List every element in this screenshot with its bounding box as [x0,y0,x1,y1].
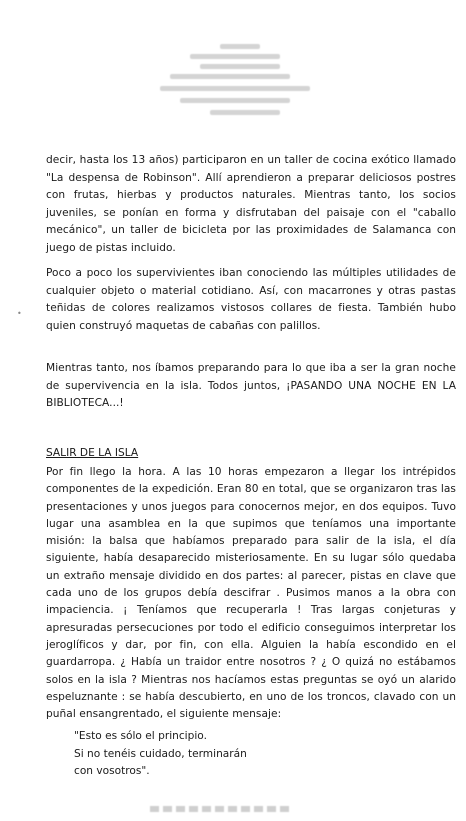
paragraph-leave-island: Por fin llego la hora. A las 10 horas empezaron a llegar los intrépidos componentes de la expedición. Eran 80 en total, que se organizaron tras las presentaciones y unos juegos para conocernos mejor, en dos equipos. Tuvo lugar una asamblea en la que supimos que teníamos una importante misión: la balsa que habíamos preparado para salir de la isla, el día siguiente, había desaparecido misteriosamente. En su lugar sólo quedaba un extraño mensaje dividido en dos partes: al parecer, pistas en clave que cada uno de los grupos debía descifrar . Pusimos manos a la obra con impaciencia. ¡ Teníamos que recuperarla ! Tras largas conjeturas y apresuradas persecuciones por todo el edificio conseguimos interpretar los jeroglíficos y dar, por fin, con ella. Alguien la había escondido en el guardarropa. ¿ Había un traidor entre nosotros ? ¿ O quizá no estábamos solos en la isla ? Mientras nos hacíamos estas preguntas se oyó un alarido espeluznante : se había descubierto, en uno de los troncos, clavado con un puñal ensangrentado, el siguiente mensaje: [46,466,456,721]
faded-footer [150,806,290,812]
paragraph-night-library: Mientras tanto, nos íbamos preparando para lo que iba a ser la gran noche de supervivencia en la isla. Todos juntos, ¡PASANDO UNA NOCHE EN LA BIBLIOTECA...! [46,362,456,410]
section-heading: SALIR DE LA ISLA [46,447,139,459]
quote-line: con vosotros". [74,765,150,777]
quote-line: "Esto es sólo el principio. [74,730,207,742]
quoted-message [74,728,247,781]
margin-mark: • [17,309,22,318]
paragraph-survivors-crafts: Poco a poco los supervivientes iban conociendo las múltiples utilidades de cualquier objeto o material cotidiano. Así, con macarrones y otras pastas teñidas de colores realizamos vistosos collares de fiesta. También hubo quien construyó maquetas de cabañas con palillos. [46,267,456,332]
faded-letterhead [150,40,330,120]
quote-line: Si no tenéis cuidado, terminarán [74,747,247,760]
paragraph-cooking-workshop: decir, hasta los 13 años) participaron en un taller de cocina exótico llamado "La despensa de Robinson". Allí aprendieron a preparar deliciosos postres con frutas, hierbas y productos naturales. Mientras tanto, los socios juveniles, se ponían en forma y disfrutaban del paisaje con el "caballo mecánico", un taller de bicicleta por las proximidades de Salamanca con juego de pistas incluido. [46,154,456,254]
